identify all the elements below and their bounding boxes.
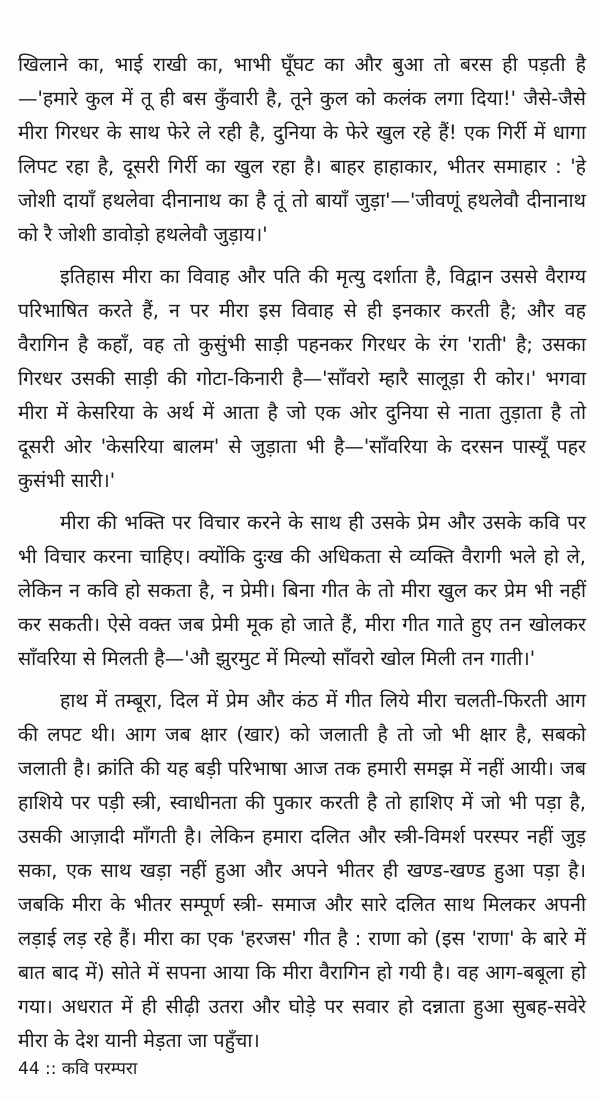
paragraph-continuation: खिलाने का, भाई राखी का, भाभी घूँघट का और बुआ तो बरस ही पड़ती है—'हमारे कुल में तू ही बस कुँवारी है, तूने कुल को कलंक लगा दिया!' जैसे-जैसे मीरा गिरधर के साथ फेरे ले रही है, दुनिया के फेरे खुल रहे हैं! एक गिर्री में धागा लिपट रहा है, दूसरी गिर्री का खुल रहा है। बाहर हाहाकार, भीतर समाहार : 'हे जोशी दायाँ हथलेवा दीनानाथ का है तूं तो बायाँ जुड़ा'—'जीवणूं हथलेवौ दीनानाथ को रै जोशी डावोड़ो हथलेवौ जुड़ाय।' xyxy=(18,53,586,246)
page-footer: 44 :: कवि परम्परा xyxy=(18,1059,138,1079)
paragraph-tambura: हाथ में तम्बूरा, दिल में प्रेम और कंठ में गीत लिये मीरा चलती-फिरती आग की लपट थी। आग जब क्षार (खार) को जलाती है तो जो भी क्षार है, सबको जलाती है। क्रांति की यह बड़ी परिभाषा आज तक हमारी समझ में नहीं आयी। जब हाशिये पर पड़ी स्त्री, स्वाधीनता की पुकार करती है तो हाशिए में जो भी पड़ा है, उसकी आज़ादी माँगती है। लेकिन हमारा दलित और स्त्री-विमर्श परस्पर नहीं जुड़ सका, एक साथ खड़ा नहीं हुआ और अपने भीतर ही खण्ड-खण्ड हुआ पड़ा है। जबकि मीरा के भीतर सम्पूर्ण स्त्री- समाज और सारे दलित साथ मिलकर अपनी लड़ाई लड़ रहे हैं। मीरा का एक 'हरजस' गीत है : राणा को (इस 'राणा' के बारे में बात बाद में) सोते में सपना आया कि मीरा वैरागिन हो गयी है। वह आग-बबूला हो गया। अधरात में ही सीढ़ी उतरा और घोड़े पर सवार हो दन्नाता हुआ सुबह-सवेरे मीरा के देश यानी मेड़ता जा पहुँचा। xyxy=(18,689,586,1052)
paragraph-devotion: मीरा की भक्ति पर विचार करने के साथ ही उसके प्रेम और उसके कवि पर भी विचार करना चाहिए। क्योंकि दुःख की अधिकता से व्यक्ति वैरागी भले हो ले, लेकिन न कवि हो सकता है, न प्रेमी। बिना गीत के तो मीरा खुल कर प्रेम भी नहीं कर सकती। ऐसे वक्त जब प्रेमी मूक हो जाते हैं, मीरा गीत गाते हुए तन खोलकर साँवरिया से मिलती है—'औ झुरमुट में मिल्यो साँवरो खोल मिली तन गाती।' xyxy=(18,511,586,670)
paragraph-history: इतिहास मीरा का विवाह और पति की मृत्यु दर्शाता है, विद्वान उससे वैराग्य परिभाषित करते हैं, न पर मीरा इस विवाह से ही इनकार करती है; और वह वैरागिन है कहाँ, वह तो कुसुंभी साड़ी पहनकर गिरधर के रंग 'राती' है; उसका गिरधर उसकी साड़ी की गोटा-किनारी है—'साँवरो म्हारै सालूड़ा री कोर।' भगवा मीरा में केसरिया के अर्थ में आता है जो एक ओर दुनिया से नाता तुड़ाता है तो दूसरी ओर 'केसरिया बालम' से जुड़ाता भी है—'साँवरिया के दरसन पास्यूँ पहर कुसंभी सारी।' xyxy=(18,265,587,492)
